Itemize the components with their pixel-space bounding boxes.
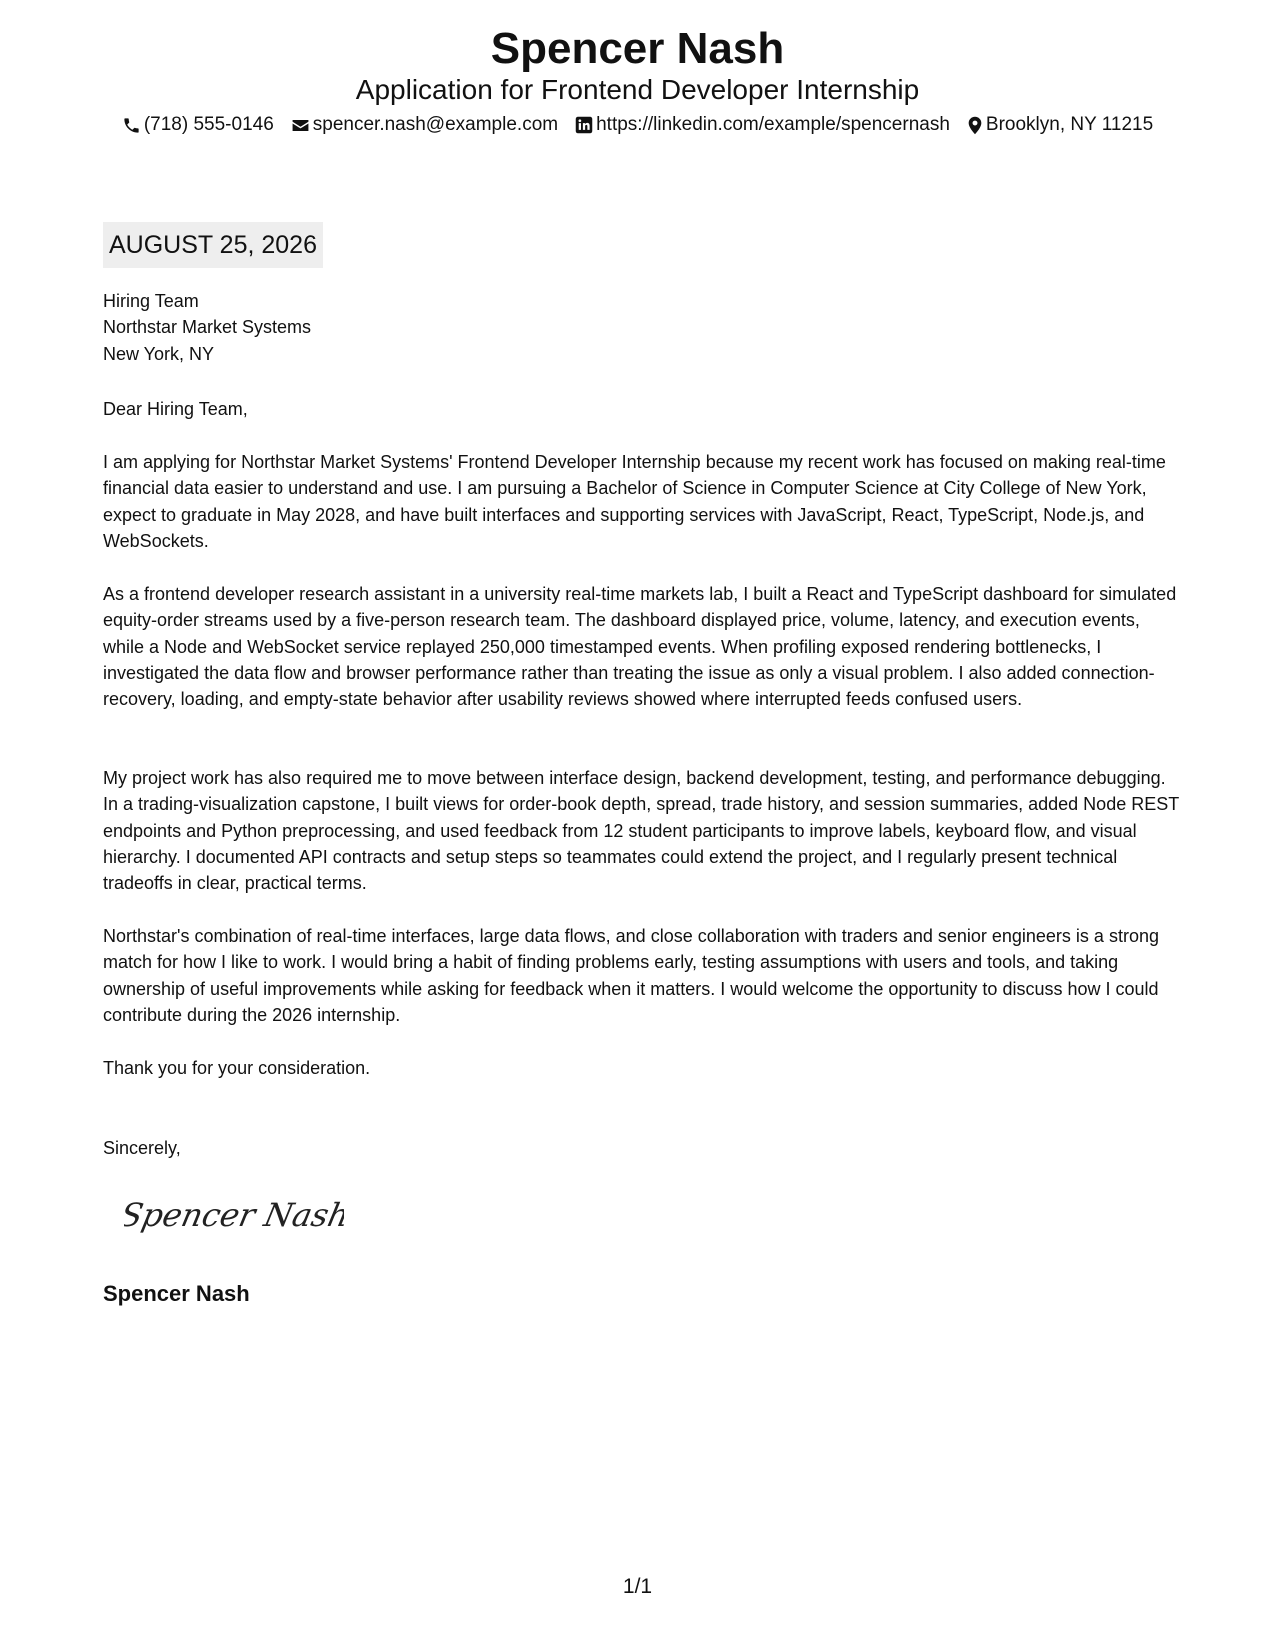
linkedin-icon [575,116,593,134]
contact-bar [0,112,1275,138]
email-address[interactable]: spencer.nash@example.com [312,114,559,135]
salutation: Dear Hiring Team, [103,399,248,419]
recipient-line: Hiring Team [103,291,199,311]
contact-email[interactable] [291,112,558,138]
linkedin-url[interactable]: https://linkedin.com/example/spencernash [596,114,950,135]
contact-phone [122,112,274,138]
body-paragraph: I am applying for Northstar Market Systems' Frontend Developer Internship because my recent work has focused on making real-time financial data easier to understand and use. I am pursuing a Bachelor of Science in Computer Science at City College of New York, expect to graduate in May 2028, and have built interfaces and supporting services with JavaScript, React, TypeScript, Node.js, and WebSockets. [103,452,1166,551]
phone-icon [122,116,141,135]
recipient-line: Northstar Market Systems [103,317,312,338]
body-paragraph: As a frontend developer research assistant in a university real-time markets lab, I built a React and TypeScript dashboard for simulated equity-order streams used by a five-person research team. The dashboard displayed price, volume, latency, and execution events, while a Node and WebSocket service replayed 250,000 timestamped events. When profiling exposed rendering bottlenecks, I investigated the data flow and browser performance rather than treating the issue as only a visual problem. I also added connection-recovery, loading, and empty-state behavior after usability reviews showed where interrupted feeds confused users. [103,584,1177,710]
application-subtitle: Application for Frontend Developer Internship [355,74,920,105]
applicant-name: Spencer Nash [490,24,785,73]
page-number: 1/1 [622,1575,653,1598]
svg-text:Spencer Nash: Spencer Nash [124,1196,344,1234]
signer-name: Spencer Nash [103,1281,250,1306]
closing-line: Sincerely, [103,1138,181,1158]
body-paragraph: My project work has also required me to move between interface design, backend development, testing, and performance debugging. In a trading-visualization capstone, I built views for order-book depth, spread, trade history, and session summaries, added Node REST endpoints and Python preprocessing, and used feedback from 12 student participants to improve labels, keyboard flow, and visual hierarchy. I documented API contracts and setup steps so teammates could extend the project, and I regularly present technical tradeoffs in clear, practical terms. [103,768,1179,894]
map-pin-icon [967,116,983,135]
letter-date: AUGUST 25, 2026 [103,222,323,268]
recipient-line: New York, NY [103,343,215,364]
contact-location [967,112,1153,138]
phone-number: (718) 555-0146 [143,114,274,135]
body-paragraph: Northstar's combination of real-time interfaces, large data flows, and close collaboration with traders and senior engineers is a strong match for how I like to work. I would bring a habit of finding problems early, testing assumptions with users and tools, and taking ownership of useful improvements while asking for feedback when it matters. I would welcome the opportunity to discuss how I could contribute during the 2026 internship. [103,926,1159,1025]
recipient-block [103,288,1183,367]
location-text: Brooklyn, NY 11215 [985,114,1154,135]
envelope-icon [291,116,310,135]
thank-you-line: Thank you for your consideration. [103,1058,371,1078]
contact-linkedin[interactable] [575,112,950,138]
handwritten-signature [124,1190,344,1240]
